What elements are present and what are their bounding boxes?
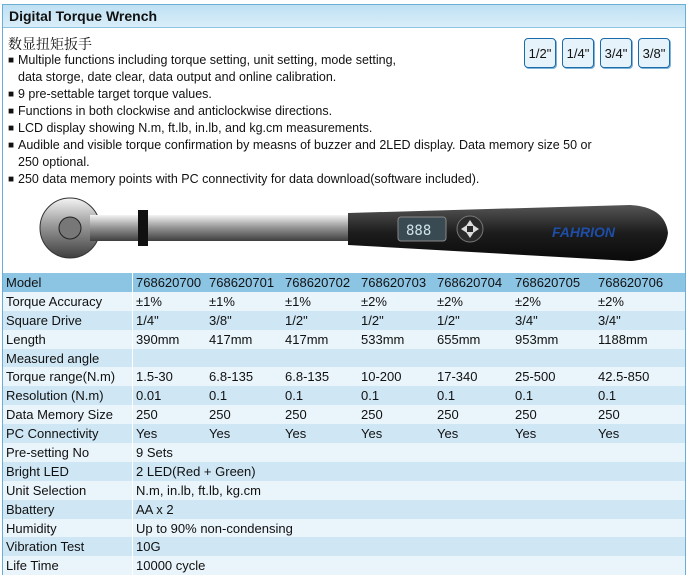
feature-list (8, 52, 678, 188)
table-row (3, 556, 685, 575)
table-cell: 6.8-135 (206, 367, 282, 386)
feature-item-continued: 250 optional. (18, 155, 90, 169)
table-row (3, 405, 685, 424)
table-cell: 250 (358, 405, 434, 424)
model-number: 768620703 (358, 273, 434, 292)
table-row (3, 443, 685, 462)
table-cell: 533mm (358, 330, 434, 349)
table-cell: 2 LED(Red + Green) (133, 462, 686, 481)
table-cell: 10G (133, 537, 686, 556)
table-cell (206, 349, 282, 368)
feature-item: ■ LCD display showing N.m, ft.lb, in.lb, and kg.cm measurements. (8, 121, 373, 135)
table-cell: Yes (358, 424, 434, 443)
row-label: Humidity (3, 519, 133, 538)
row-label: Torque Accuracy (3, 292, 133, 311)
table-cell: ±2% (358, 292, 434, 311)
row-label: Bbattery (3, 500, 133, 519)
model-number: 768620700 (133, 273, 207, 292)
row-label: Measured angle (3, 349, 133, 368)
table-cell: 3/8" (206, 311, 282, 330)
table-cell: Yes (595, 424, 685, 443)
table-cell (282, 349, 358, 368)
table-row (3, 292, 685, 311)
row-label: Bright LED (3, 462, 133, 481)
table-header-row (3, 273, 685, 292)
table-cell: ±1% (206, 292, 282, 311)
table-cell: 1.5-30 (133, 367, 207, 386)
lcd-display: 888 (406, 223, 432, 239)
table-cell: 17-340 (434, 367, 512, 386)
row-label: Life Time (3, 556, 133, 575)
table-cell: ±1% (133, 292, 207, 311)
table-cell: 42.5-850 (595, 367, 685, 386)
table-cell: 250 (133, 405, 207, 424)
table-cell: 10000 cycle (133, 556, 686, 575)
feature-item-continued: data storge, date clear, data output and online calibration. (18, 70, 337, 84)
model-number: 768620701 (206, 273, 282, 292)
torque-wrench-image (30, 195, 670, 275)
table-cell: 1188mm (595, 330, 685, 349)
table-cell: 0.1 (434, 386, 512, 405)
table-row (3, 367, 685, 386)
title-bar (3, 5, 685, 28)
table-cell: Yes (512, 424, 595, 443)
row-label: Torque range(N.m) (3, 367, 133, 386)
table-cell: 0.1 (595, 386, 685, 405)
model-number: 768620705 (512, 273, 595, 292)
table-cell (358, 349, 434, 368)
table-row (3, 462, 685, 481)
table-cell: 3/4" (512, 311, 595, 330)
table-cell: ±2% (595, 292, 685, 311)
model-number: 768620706 (595, 273, 685, 292)
table-cell: Yes (206, 424, 282, 443)
table-cell (133, 349, 207, 368)
table-cell: 1/2" (358, 311, 434, 330)
table-cell: 0.01 (133, 386, 207, 405)
table-row (3, 424, 685, 443)
page-title: Digital Torque Wrench (9, 8, 158, 24)
feature-item: ■ Audible and visible torque confirmation by measns of buzzer and 2LED display. Data memory size 50 or (8, 138, 592, 152)
table-cell: 417mm (206, 330, 282, 349)
table-cell: ±1% (282, 292, 358, 311)
feature-item: ■ 250 data memory points with PC connectivity for data download(software included). (8, 172, 480, 186)
table-row (3, 481, 685, 500)
model-number: 768620704 (434, 273, 512, 292)
table-row (3, 330, 685, 349)
table-row (3, 386, 685, 405)
row-label: Resolution (N.m) (3, 386, 133, 405)
table-cell: 250 (282, 405, 358, 424)
brand-logo: FAHRION (552, 224, 615, 240)
table-cell: Up to 90% non-condensing (133, 519, 686, 538)
row-label: Square Drive (3, 311, 133, 330)
feature-item: ■ 9 pre-settable target torque values. (8, 87, 212, 101)
table-cell: 9 Sets (133, 443, 686, 462)
table-cell: 250 (434, 405, 512, 424)
size-button-half[interactable]: 1/2" (524, 38, 556, 68)
table-cell: 390mm (133, 330, 207, 349)
table-row (3, 349, 685, 368)
table-cell: 0.1 (282, 386, 358, 405)
table-cell: 0.1 (512, 386, 595, 405)
table-cell: 1/4" (133, 311, 207, 330)
table-cell: 250 (595, 405, 685, 424)
table-cell: 953mm (512, 330, 595, 349)
table-row (3, 311, 685, 330)
row-label: Length (3, 330, 133, 349)
table-cell: 10-200 (358, 367, 434, 386)
row-label: Vibration Test (3, 537, 133, 556)
table-cell: Yes (133, 424, 207, 443)
row-label: PC Connectivity (3, 424, 133, 443)
table-cell: 0.1 (358, 386, 434, 405)
table-cell (595, 349, 685, 368)
table-cell: ±2% (512, 292, 595, 311)
row-label: Unit Selection (3, 481, 133, 500)
table-cell: 0.1 (206, 386, 282, 405)
row-label: Pre-setting No (3, 443, 133, 462)
feature-item: ■ Multiple functions including torque setting, unit setting, mode setting, (8, 53, 396, 67)
table-cell: ±2% (434, 292, 512, 311)
table-cell: AA x 2 (133, 500, 686, 519)
header-label: Model (3, 273, 133, 292)
table-cell: 250 (512, 405, 595, 424)
table-cell: 3/4" (595, 311, 685, 330)
size-button-quarter[interactable]: 1/4" (562, 38, 594, 68)
table-cell: 417mm (282, 330, 358, 349)
model-number: 768620702 (282, 273, 358, 292)
table-cell: 655mm (434, 330, 512, 349)
table-cell: Yes (434, 424, 512, 443)
table-cell: 250 (206, 405, 282, 424)
table-cell: Yes (282, 424, 358, 443)
spec-table (3, 273, 685, 575)
row-label: Data Memory Size (3, 405, 133, 424)
table-cell: 25-500 (512, 367, 595, 386)
size-button-three-quarter[interactable]: 3/4" (600, 38, 632, 68)
table-cell (434, 349, 512, 368)
chinese-name: 数显扭矩扳手 (8, 36, 92, 52)
table-cell: N.m, in.lb, ft.lb, kg.cm (133, 481, 686, 500)
size-button-three-eighth[interactable]: 3/8" (638, 38, 670, 68)
table-row (3, 519, 685, 538)
table-cell: 1/2" (282, 311, 358, 330)
table-row (3, 537, 685, 556)
table-row (3, 500, 685, 519)
table-cell: 1/2" (434, 311, 512, 330)
table-cell (512, 349, 595, 368)
feature-item: ■ Functions in both clockwise and anticlockwise directions. (8, 104, 333, 118)
table-cell: 6.8-135 (282, 367, 358, 386)
